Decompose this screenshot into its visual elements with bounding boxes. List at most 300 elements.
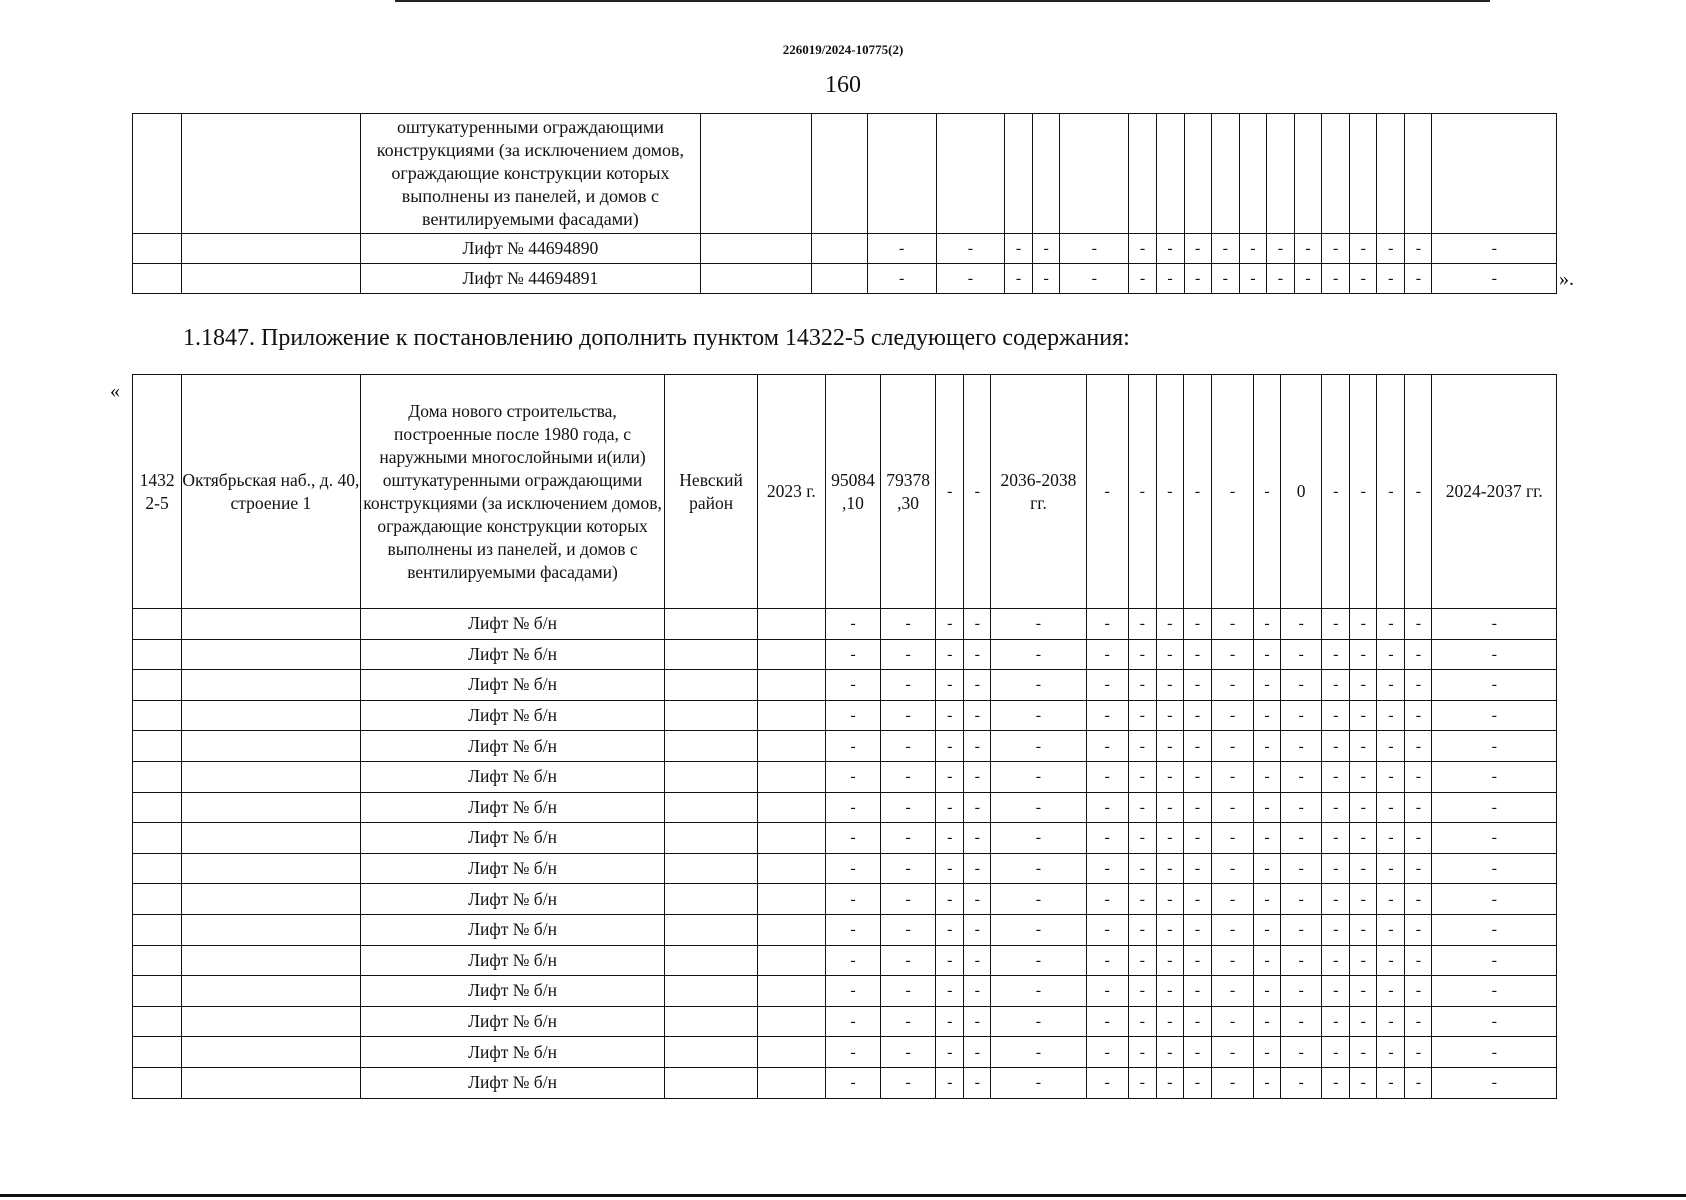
table-cell: - [991, 792, 1086, 823]
closing-quote: ». [1559, 268, 1574, 290]
table-cell: - [1322, 375, 1350, 609]
table-cell [665, 1006, 757, 1037]
table-cell: - [1322, 731, 1350, 762]
table-row [133, 639, 1557, 670]
table-cell: - [1060, 234, 1129, 264]
table-cell: - [1350, 945, 1377, 976]
table-cell: - [1086, 853, 1128, 884]
table-cell: - [1128, 945, 1156, 976]
table-cell: - [1183, 945, 1211, 976]
table-row [133, 264, 1557, 294]
table-cell: - [1281, 1067, 1322, 1098]
lift-label: Лифт № б/н [360, 731, 665, 762]
table-row [133, 731, 1557, 762]
lift-label: Лифт № б/н [360, 700, 665, 731]
table-cell: - [825, 761, 880, 792]
table-cell: - [1281, 792, 1322, 823]
table-cell: - [1156, 375, 1183, 609]
table-cell [133, 945, 182, 976]
table-cell [700, 264, 811, 294]
table-cell: 2024-2037 гг. [1432, 375, 1557, 609]
table-cell: - [1211, 914, 1253, 945]
table-cell [133, 884, 182, 915]
table-cell [665, 670, 757, 701]
table-cell: - [1377, 1006, 1405, 1037]
table-cell: - [1405, 976, 1432, 1007]
table-cell: Октябрьская наб., д. 40, строение 1 [182, 375, 361, 609]
lift-label: Лифт № б/н [360, 1006, 665, 1037]
table-cell: - [1281, 609, 1322, 640]
table-cell [182, 853, 361, 884]
table-cell: - [1281, 700, 1322, 731]
table-cell: - [1432, 914, 1557, 945]
table-cell [665, 823, 757, 854]
table-cell: - [991, 1067, 1086, 1098]
table-cell: - [825, 884, 880, 915]
table-cell: - [881, 976, 936, 1007]
table-cell: - [991, 639, 1086, 670]
table-cell [182, 264, 361, 294]
continued-table [132, 113, 1557, 294]
table-cell: - [1350, 609, 1377, 640]
table-cell: - [1211, 853, 1253, 884]
table-cell: - [936, 731, 964, 762]
table-cell: - [1183, 1067, 1211, 1098]
table-cell: - [1128, 1006, 1156, 1037]
table-cell [182, 823, 361, 854]
table-cell: - [964, 945, 991, 976]
table-cell: - [1156, 1037, 1183, 1068]
table-cell: - [825, 1067, 880, 1098]
table-cell [182, 1006, 361, 1037]
table-cell: - [1156, 884, 1183, 915]
table-cell [665, 792, 757, 823]
table-cell: - [1086, 609, 1128, 640]
table-cell: - [1432, 976, 1557, 1007]
table-cell: 1432 2-5 [133, 375, 182, 609]
table-cell [182, 670, 361, 701]
table-cell [757, 1037, 825, 1068]
lift-label: Лифт № 44694890 [360, 234, 700, 264]
table-cell [182, 792, 361, 823]
table-cell: - [1184, 264, 1211, 294]
table-cell [133, 731, 182, 762]
table-cell [757, 609, 825, 640]
table-cell: - [1086, 1067, 1128, 1098]
table-cell: - [825, 670, 880, 701]
table-cell: - [1156, 639, 1183, 670]
table-cell: - [1350, 823, 1377, 854]
table-cell: - [991, 1037, 1086, 1068]
table-cell: - [1254, 823, 1281, 854]
table-cell: Дома нового строительства, построенные после 1980 года, с наружными многослойными и(или) оштукатуренными ограждающими конструкциями (за исключением домов, ограждающие конструкции которых выполнены из панелей, и домов с вентилируемыми фасадами) [360, 375, 665, 609]
table-cell: - [1281, 670, 1322, 701]
table-cell: - [867, 264, 936, 294]
table-cell: - [1350, 731, 1377, 762]
table-cell: - [881, 761, 936, 792]
table-cell: - [964, 700, 991, 731]
table-cell: - [881, 731, 936, 762]
table-cell [182, 1037, 361, 1068]
table-cell: - [1086, 914, 1128, 945]
table-cell: - [936, 976, 964, 1007]
table-cell: - [1432, 670, 1557, 701]
table-cell: - [1254, 700, 1281, 731]
page-number: 160 [825, 72, 861, 98]
table-cell [757, 945, 825, 976]
table-cell: - [964, 1067, 991, 1098]
table-cell: - [1211, 639, 1253, 670]
table-cell: - [1211, 976, 1253, 1007]
table-cell: - [1405, 731, 1432, 762]
table-cell: - [1322, 761, 1350, 792]
table-cell: - [964, 792, 991, 823]
table-cell: - [881, 1067, 936, 1098]
table-row [133, 853, 1557, 884]
table-row [133, 914, 1557, 945]
table-cell: - [1377, 1037, 1405, 1068]
table-cell: - [1128, 853, 1156, 884]
section-heading: 1.1847. Приложение к постановлению дополнить пунктом 14322-5 следующего содержания: [183, 325, 1130, 351]
table-cell: Невский район [665, 375, 757, 609]
table-cell: - [881, 945, 936, 976]
table-cell: - [964, 884, 991, 915]
table-cell: - [1183, 375, 1211, 609]
table-cell: - [991, 823, 1086, 854]
lift-label: Лифт № б/н [360, 823, 665, 854]
table-cell: - [1405, 639, 1432, 670]
table-cell: - [964, 823, 991, 854]
table-cell: - [1128, 914, 1156, 945]
table-cell [133, 792, 182, 823]
table-cell [757, 1067, 825, 1098]
table-cell: - [936, 1006, 964, 1037]
table-cell: - [1350, 792, 1377, 823]
table-row [133, 234, 1557, 264]
table-cell: - [1254, 731, 1281, 762]
table-cell: - [881, 853, 936, 884]
table-cell: - [825, 792, 880, 823]
table-cell: - [1128, 761, 1156, 792]
table-cell [133, 639, 182, 670]
lift-label: Лифт № б/н [360, 914, 665, 945]
table-cell: - [1266, 264, 1294, 294]
table-cell: - [991, 853, 1086, 884]
table-cell: - [1183, 761, 1211, 792]
table-cell: - [1033, 234, 1060, 264]
table-cell [665, 853, 757, 884]
table-cell: - [1377, 1067, 1405, 1098]
table-cell: - [1377, 761, 1405, 792]
table-cell: - [1128, 731, 1156, 762]
table-cell: - [1377, 731, 1405, 762]
table-cell: - [1350, 639, 1377, 670]
table-cell: - [1254, 884, 1281, 915]
table-cell: - [1295, 234, 1322, 264]
table-cell: - [1239, 264, 1266, 294]
table-cell: - [1156, 1067, 1183, 1098]
table-cell: - [1405, 914, 1432, 945]
table-cell [665, 761, 757, 792]
building-description: оштукатуренными ограждающими конструкциями (за исключением домов, ограждающие конструкции которых выполнены из панелей, и домов с вентилируемыми фасадами) [360, 114, 700, 234]
table-cell: - [1183, 976, 1211, 1007]
table-cell: - [1086, 884, 1128, 915]
table-cell: 95084 ,10 [825, 375, 880, 609]
lift-label: Лифт № б/н [360, 609, 665, 640]
table-cell: - [936, 609, 964, 640]
table-cell: - [1322, 670, 1350, 701]
table-cell: - [936, 700, 964, 731]
table-cell: - [1183, 731, 1211, 762]
table-cell: - [1156, 945, 1183, 976]
table-cell: - [1405, 1067, 1432, 1098]
table-cell: - [1350, 264, 1377, 294]
table-cell [182, 700, 361, 731]
table-cell: - [1254, 1037, 1281, 1068]
table-cell: - [1211, 375, 1253, 609]
table-cell: - [1254, 976, 1281, 1007]
lift-label: Лифт № б/н [360, 761, 665, 792]
table-cell: - [1281, 639, 1322, 670]
table-row [133, 609, 1557, 640]
table-cell [665, 914, 757, 945]
table-cell: - [1405, 823, 1432, 854]
table-cell: - [1211, 1006, 1253, 1037]
table-cell [133, 264, 182, 294]
table-cell: - [825, 609, 880, 640]
table-cell: - [1183, 670, 1211, 701]
table-cell: - [936, 823, 964, 854]
table-cell: - [1432, 639, 1557, 670]
table-cell: - [936, 670, 964, 701]
table-cell [182, 945, 361, 976]
table-cell: - [1350, 761, 1377, 792]
table-cell: - [991, 1006, 1086, 1037]
lift-label: Лифт № б/н [360, 884, 665, 915]
table-cell: - [1128, 1067, 1156, 1098]
table-cell: 0 [1281, 375, 1322, 609]
lift-label: Лифт № 44694891 [360, 264, 700, 294]
table-cell: - [1156, 670, 1183, 701]
table-cell: - [1183, 700, 1211, 731]
table-cell: - [1377, 670, 1405, 701]
table-cell: - [991, 976, 1086, 1007]
table-cell: - [964, 914, 991, 945]
lift-label: Лифт № б/н [360, 976, 665, 1007]
table-cell: - [1281, 884, 1322, 915]
table-cell [182, 976, 361, 1007]
table-cell: - [1183, 639, 1211, 670]
table-cell: - [1322, 976, 1350, 1007]
table-cell: - [1432, 1037, 1557, 1068]
table-cell: - [1128, 609, 1156, 640]
table-cell: - [1377, 884, 1405, 915]
table-cell: - [1350, 1067, 1377, 1098]
table-cell: - [825, 945, 880, 976]
table-cell [133, 1067, 182, 1098]
table-cell: - [1211, 670, 1253, 701]
table-cell: - [1281, 914, 1322, 945]
table-cell: - [1156, 731, 1183, 762]
table-row [133, 1006, 1557, 1037]
lift-label: Лифт № б/н [360, 945, 665, 976]
table-cell: - [991, 670, 1086, 701]
table-cell: - [1254, 853, 1281, 884]
table-cell: - [1183, 884, 1211, 915]
table-cell: - [1350, 914, 1377, 945]
table-cell [133, 670, 182, 701]
table-cell: - [1377, 976, 1405, 1007]
table-cell: - [1005, 264, 1033, 294]
table-cell: - [1377, 264, 1405, 294]
table-cell: - [881, 914, 936, 945]
table-cell: - [1086, 823, 1128, 854]
lift-label: Лифт № б/н [360, 853, 665, 884]
table-cell: - [964, 609, 991, 640]
table-cell: - [1281, 1006, 1322, 1037]
table-cell: - [1128, 976, 1156, 1007]
lift-label: Лифт № б/н [360, 639, 665, 670]
table-cell: - [1128, 884, 1156, 915]
table-cell: - [1211, 1037, 1253, 1068]
table-row [133, 1037, 1557, 1068]
table-cell [665, 731, 757, 762]
table-cell: - [1322, 1067, 1350, 1098]
table-cell: - [825, 914, 880, 945]
table-cell: - [964, 1037, 991, 1068]
table-cell: - [1086, 1006, 1128, 1037]
table-cell: - [825, 731, 880, 762]
table-cell [665, 1037, 757, 1068]
table-cell [757, 639, 825, 670]
table-cell: - [1156, 264, 1184, 294]
table-cell: - [1281, 853, 1322, 884]
table-cell [665, 639, 757, 670]
table-cell: - [1322, 700, 1350, 731]
table-cell: - [1183, 914, 1211, 945]
table-cell: 2036-2038 гг. [991, 375, 1086, 609]
lift-label: Лифт № б/н [360, 1067, 665, 1098]
table-cell: - [964, 731, 991, 762]
table-cell: - [1377, 609, 1405, 640]
table-cell: - [1128, 1037, 1156, 1068]
table-cell: - [936, 914, 964, 945]
table-cell [757, 761, 825, 792]
table-cell [133, 1037, 182, 1068]
table-cell: - [991, 609, 1086, 640]
table-cell: - [1060, 264, 1129, 294]
table-cell: - [1211, 700, 1253, 731]
table-cell: - [1156, 761, 1183, 792]
table-cell: - [936, 1067, 964, 1098]
table-cell [182, 234, 361, 264]
table-cell: - [1432, 264, 1557, 294]
table-cell: - [1350, 1037, 1377, 1068]
table-cell [757, 823, 825, 854]
table-cell: - [1266, 234, 1294, 264]
table-cell [182, 1067, 361, 1098]
table-cell: - [1183, 609, 1211, 640]
table-cell: - [1183, 853, 1211, 884]
table-cell [757, 914, 825, 945]
table-cell [665, 976, 757, 1007]
table-cell: 79378 ,30 [881, 375, 936, 609]
table-cell: - [1086, 1037, 1128, 1068]
table-cell: - [1128, 823, 1156, 854]
table-cell: - [1377, 792, 1405, 823]
table-row [133, 114, 1557, 234]
table-cell: - [1432, 945, 1557, 976]
table-cell: - [881, 884, 936, 915]
table-row [133, 761, 1557, 792]
table-cell: - [1322, 823, 1350, 854]
table-cell: - [1156, 234, 1184, 264]
table-cell: - [1086, 792, 1128, 823]
table-cell: - [1156, 792, 1183, 823]
table-cell: - [825, 853, 880, 884]
table-cell: - [1156, 976, 1183, 1007]
table-cell: - [1183, 792, 1211, 823]
table-cell: - [867, 234, 936, 264]
table-cell: - [1281, 1037, 1322, 1068]
table-cell: - [1211, 761, 1253, 792]
top-rule [395, 0, 1490, 2]
table-cell: - [1350, 375, 1377, 609]
table-cell: - [936, 884, 964, 915]
table-cell: - [1184, 234, 1211, 264]
table-cell: - [1432, 700, 1557, 731]
table-cell: - [1183, 823, 1211, 854]
table-cell: - [1086, 700, 1128, 731]
table-cell: - [1377, 945, 1405, 976]
table-cell: - [1405, 264, 1432, 294]
table-cell [133, 823, 182, 854]
table-cell: - [991, 914, 1086, 945]
table-cell: - [1211, 884, 1253, 915]
table-cell: - [1086, 945, 1128, 976]
table-cell: - [1129, 264, 1156, 294]
table-cell: - [1350, 884, 1377, 915]
table-cell: - [936, 1037, 964, 1068]
table-cell: - [1156, 609, 1183, 640]
table-cell: - [1405, 234, 1432, 264]
table-cell: - [936, 234, 1004, 264]
table-cell: - [1211, 823, 1253, 854]
table-cell: - [1322, 914, 1350, 945]
bottom-rule [0, 1194, 1686, 1197]
table-row [133, 700, 1557, 731]
table-row [133, 945, 1557, 976]
table-cell: - [825, 1037, 880, 1068]
table-cell: - [1254, 375, 1281, 609]
table-cell [812, 264, 867, 294]
table-cell: - [1322, 792, 1350, 823]
table-cell: - [1322, 945, 1350, 976]
table-cell: - [881, 823, 936, 854]
table-cell: - [1281, 945, 1322, 976]
table-cell [133, 700, 182, 731]
table-cell: - [936, 375, 964, 609]
table-cell: - [1211, 264, 1239, 294]
table-row [133, 976, 1557, 1007]
table-cell: - [1239, 234, 1266, 264]
table-cell: - [1086, 375, 1128, 609]
table-cell: - [1128, 792, 1156, 823]
table-cell: - [1405, 853, 1432, 884]
table-cell: - [1129, 234, 1156, 264]
table-cell: - [825, 1006, 880, 1037]
table-cell: - [991, 700, 1086, 731]
